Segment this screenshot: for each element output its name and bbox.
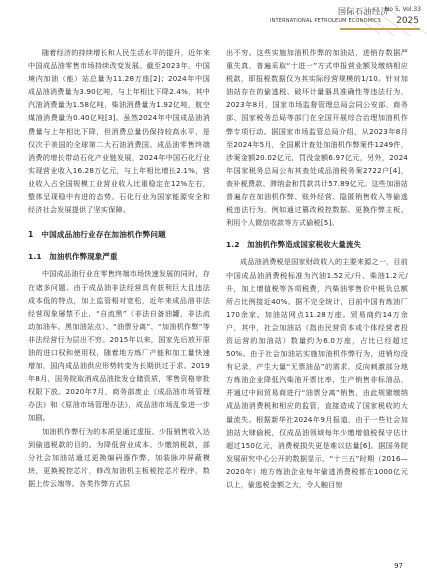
- section-heading-1: 1 中国成品油行业存在加油机作弊问题: [28, 230, 166, 240]
- page-number: 97: [394, 562, 403, 570]
- issue-number: No 5, Vol.33: [384, 6, 421, 13]
- left-column: [28, 46, 210, 490]
- paragraph-1-1-c: 出不穷。这些实施加油机作弊的加油站，进销存数据严重失真，普遍采取“十进一”方式申报营业额及缴纳相应税款，即报税数据仅为其实际经营规模的1/10。针对加油站存在的偷逃税、破坏计量器具准确性等违法行为，2023年8月，国家市场监督管理总局会同公安部、商务部、国家税务总局等部门在全国开展综合治理加油机作弊专项行动。据国家市场监管总局介绍，从2023年8月至2024年5月，全国累计查处加油机作弊案件1249件，涉案金额20.02亿元，罚没金额6.97亿元，另外，2024年国家税务总局公布其查处成品油税务案2722户[4]，查补税费款、滞纳金和罚款共计57.89亿元。这些加油站普遍存在加油机作弊、账外经营、隐匿销售收入等偷逃税违法行为，例如通过篡改税控数据、更换作弊主板、利用个人微信收款等方式偷税[5]。: [226, 48, 408, 228]
- subsection-heading-1-1: 1.1 加油机作弊现象严重: [28, 252, 118, 262]
- publication-year: 2025: [396, 16, 419, 26]
- paragraph-intro: 随着经济的持续增长和人民生活水平的提升，近年来中国成品油零售市场持续改变发展。截至2023年，中国境内加油（能）站总量为11.28万座[2]；2024年中国成品油消费量为3.90亿吨，与上年相比下降2.4%，其中汽油消费量为1.58亿吨，柴油消费量为1.92亿吨，航空煤油消费量为0.40亿吨[3]。虽然2024年中国成品油消费量与上年相比下降，但消费总量仍保持较高水平，是仅次于美国的全球第二大石油消费国。成品油零售终端消费的增长带动石化产业链发展，2024年中国石化行业实现营业收入16.28万亿元，与上年相比增长2.1%，营业收入占全国规模工业营业收入比重稳定在12%左右，整体呈现稳中有进的态势。石化行业为国家能源安全和经济社会发展提供了坚实保障。: [28, 48, 210, 215]
- header-accent-rule: [340, 28, 420, 30]
- journal-title-cn: 国际石油经济: [338, 7, 389, 16]
- paragraph-1-2-a: 成品油消费税是国家财政收入的主要来源之一，目前中国成品油消费税标准为汽油1.52元/升、柴油1.2元/升，加上增值税等各项税费，汽柴油零售价中税负总额所占比例接近40%。据不完全统计，目前中国有炼油厂170余家、加油站网点11.28万座。贸易商约14万余户，其中，社会加油站（指由民营资本或个体经营者投资运营的加油站）数量约为6.0万座，占比已经超过50%。由于社会加油站实施加油机作弊行为，进销均没有记录，产生大量“无票油品”的需求，反向刺激部分地方炼油企业降低汽柴油开票比率，生产销售非标油品，并通过中间贸易商进行“油票分离”销售，由此规避缴纳成品油消费税和相应的监管，直接造成了国家税收的大量流失。根据新华社2024年9月报道，由于一些社会加油站大肆偷税，仅成品油领域每年少缴增值税保守估计超过150亿元，消费税损失更是难以估量[6]。据国务院发展研究中心公开的数据显示，“十三五”时期（2016—2020年）地方炼油企业每年偷逃消费税都在1000亿元以上，偷逃税金额之大，令人触目惊: [226, 257, 408, 489]
- running-header: [0, 0, 427, 40]
- paragraph-1-1-b: 加油机作弊行为的本质是通过虚报、少报销售收入达到偷逃税款的目的。为降低营业成本、少缴纳税款，部分社会加油站通过更换编码器作弊，加装脉冲屏蔽模块，更换税控芯片，修改加油机主板税控芯片程序，数据上传云端等。各类作弊方式层: [28, 426, 210, 488]
- paragraph-1-1-a: 中国成品油行业在零售终端市场快速发展的同时，存在诸多问题。由于成品油非法经营具有获利巨大且违法成本低的特点，加上监管相对宽松，近年来成品油非法经营现象屡禁不止，“自流黑”（非法自备油罐，非法流动加油车、黑加油站点）、“油票分离”、“加油机作弊”等非法经营行为层出不穷。2015年以来，国家先后放开原油的进口权和使用权，随着地方炼厂产能和加工量快速增加，国内成品油供应形势转变为长期供过于求。2019年8月，国务院取消成品油批发仓储资质，零售资格审批权限下放。2020年7月，商务部废止《成品油市场管理办法》和《原油市场管理办法》，成品油市场乱象进一步加剧。: [28, 269, 210, 423]
- subsection-heading-1-2: 1.2 加油机作弊造成国家税收大量流失: [226, 240, 362, 250]
- right-column: [226, 46, 408, 491]
- journal-title-en: INTERNATIONAL PETROLEUM ECONOMICS: [269, 18, 381, 24]
